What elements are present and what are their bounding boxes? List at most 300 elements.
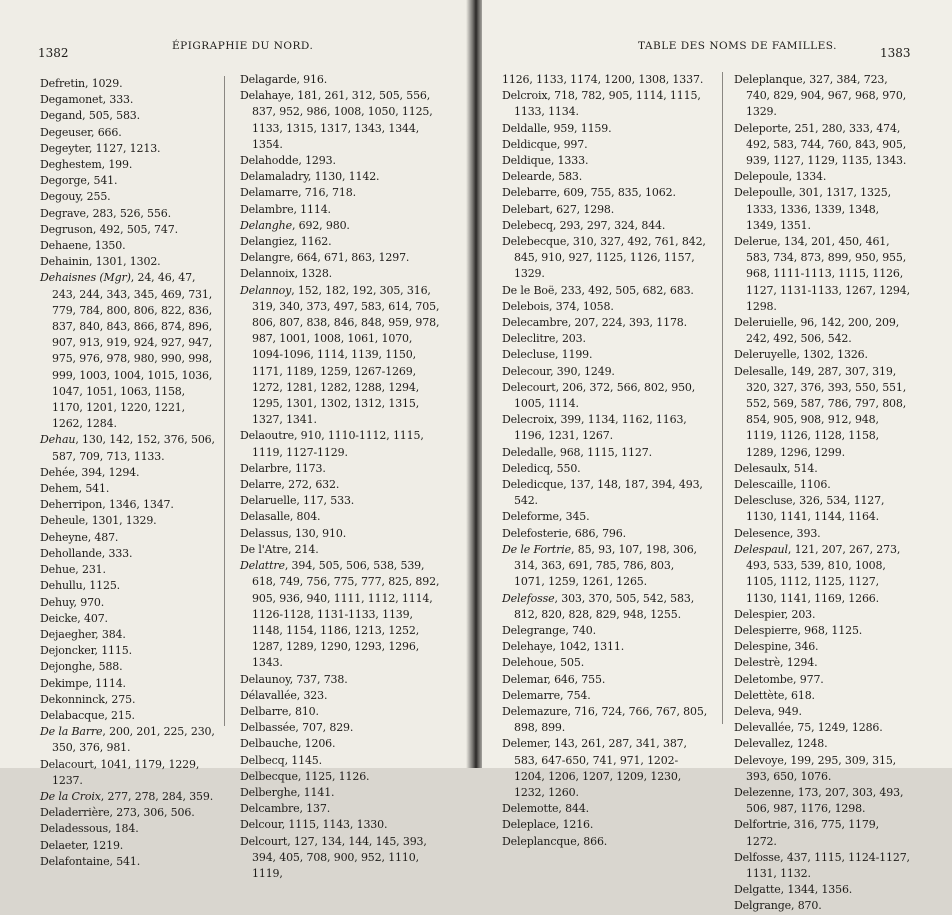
entry-refs: 716, 724, 766, 767, 805, 898, 899.: [514, 704, 708, 735]
family-name: Dehollande: [40, 546, 102, 560]
family-name: Delafontaine: [40, 854, 110, 868]
family-name: Deletombe: [734, 672, 794, 686]
separator: ,: [554, 348, 562, 362]
separator: ,: [784, 607, 792, 621]
separator: ,: [565, 623, 573, 637]
index-entry: [40, 465, 218, 481]
index-entry: [502, 347, 708, 363]
family-name: Delaunoy: [240, 672, 290, 686]
index-entry: [734, 234, 910, 315]
family-name: Deladessous: [40, 822, 108, 836]
index-entry: [502, 817, 708, 833]
index-entry: [502, 412, 708, 444]
index-entry: [502, 283, 708, 299]
family-name: Dejonghe: [40, 660, 92, 674]
family-name: Degorge: [40, 174, 87, 188]
index-entry: [40, 805, 218, 821]
index-entry: [734, 461, 910, 477]
separator: ,: [792, 186, 799, 200]
family-name: Délavallée: [240, 688, 297, 702]
index-entry: [240, 250, 444, 266]
separator: ,: [771, 704, 778, 718]
separator: ,: [787, 121, 795, 135]
separator: ,: [789, 526, 797, 540]
separator: ,: [294, 267, 302, 281]
separator: ,: [100, 789, 108, 803]
entry-refs: 1350.: [94, 239, 126, 253]
entry-refs: 1029.: [91, 77, 123, 90]
entry-refs: 199.: [108, 158, 133, 172]
family-name: Delacourt: [40, 757, 94, 771]
index-entry: [40, 513, 218, 529]
entry-refs: 1301, 1329.: [91, 514, 157, 528]
separator: ,: [791, 899, 798, 913]
entry-refs: 1041, 1179, 1229, 1237.: [52, 757, 200, 787]
entry-refs: 1115, 1143, 1330.: [288, 818, 388, 832]
separator: ,: [552, 640, 560, 654]
entry-refs: 1293.: [305, 154, 336, 168]
left-page: [0, 0, 470, 880]
index-entry: [240, 283, 444, 429]
index-entry: [502, 153, 708, 169]
index-entry: [240, 769, 444, 785]
entry-refs: 541.: [93, 174, 118, 188]
family-name: Delfortrie: [734, 818, 788, 832]
family-name: De la Croix: [40, 789, 101, 803]
family-name: Delahodde: [240, 154, 299, 168]
separator: ,: [780, 883, 788, 897]
separator: ,: [788, 170, 796, 184]
family-name: Deledicq: [502, 461, 550, 475]
separator: ,: [104, 708, 112, 722]
separator: ,: [777, 235, 784, 249]
separator: ,: [75, 433, 83, 447]
separator: ,: [293, 429, 301, 443]
family-name: Deldicque: [502, 137, 557, 151]
entry-refs: 316, 775, 1179, 1272.: [746, 818, 879, 848]
index-entry: [40, 595, 218, 611]
entry-refs: 1346, 1347.: [108, 498, 174, 512]
family-name: Degouy: [40, 190, 80, 204]
separator: ,: [553, 656, 561, 670]
index-entry: [40, 627, 218, 643]
separator: ,: [296, 73, 304, 86]
separator: ,: [298, 186, 305, 200]
index-entry: [40, 676, 218, 692]
separator: ,: [566, 235, 573, 249]
separator: ,: [73, 595, 81, 609]
entry-refs: 251, 280, 333, 474, 492, 583, 744, 760, 843, 905, 939, 1127, 1129, 1135, 1343.: [746, 121, 907, 168]
index-entry: [502, 234, 708, 283]
index-entry: [734, 526, 910, 542]
entry-refs: 692, 980.: [298, 218, 350, 232]
index-entry: [40, 724, 218, 756]
entry-refs: 215.: [111, 708, 135, 722]
entry-refs: 1126, 1133, 1174, 1200, 1308, 1337.: [502, 73, 704, 86]
family-name: Delattre: [240, 559, 285, 573]
separator: ,: [793, 478, 800, 492]
entry-refs: 810.: [294, 704, 319, 718]
family-name: Delescluse: [734, 494, 793, 508]
index-entry: [734, 493, 910, 525]
index-entry: [502, 591, 708, 623]
entry-refs: 173, 207, 303, 493, 506, 987, 1176, 1298.: [746, 785, 904, 816]
entry-refs: 117, 533.: [303, 494, 355, 508]
entry-refs: 384.: [101, 627, 126, 641]
entry-refs: 1042, 1311.: [559, 640, 625, 654]
entry-refs: 345.: [565, 510, 590, 524]
family-name: Delemazure: [502, 704, 568, 718]
separator: ,: [555, 332, 562, 346]
index-entry: [734, 882, 910, 898]
family-name: Delecluse: [502, 348, 555, 362]
family-name: Deleva: [734, 704, 772, 718]
entry-refs: 1344, 1356.: [787, 883, 853, 897]
page-number: 1383: [880, 46, 911, 60]
separator: ,: [551, 170, 559, 184]
entry-refs: 514.: [793, 461, 818, 475]
entry-refs: 737, 738.: [296, 672, 348, 686]
separator: ,: [789, 737, 797, 751]
entry-refs: 134, 201, 450, 461, 583, 734, 873, 899, 950, 955, 968, 1111-1113, 1115, 1126, 1127, 1131-1133, 1267, 1294, 1298.: [746, 235, 910, 313]
entry-refs: 970.: [80, 595, 105, 609]
index-entry: [734, 72, 910, 121]
index-entry: [40, 578, 218, 594]
entry-refs: 1301, 1302.: [95, 255, 161, 269]
family-name: Delbarre: [240, 704, 289, 718]
entry-refs: 686, 796.: [574, 526, 626, 540]
family-name: Delemotte: [502, 802, 559, 816]
entry-refs: 333.: [108, 546, 133, 560]
family-name: Delecroix: [502, 413, 554, 427]
index-entry: [240, 493, 444, 509]
family-name: Delebecque: [502, 235, 567, 249]
index-entry: [240, 477, 444, 493]
entry-refs: 1248.: [796, 737, 828, 751]
family-name: Delassus: [240, 526, 289, 540]
entry-refs: 505.: [560, 656, 585, 670]
separator: ,: [90, 125, 98, 139]
entry-refs: 1216.: [562, 818, 594, 832]
separator: ,: [787, 542, 795, 556]
separator: ,: [796, 348, 804, 362]
separator: ,: [290, 251, 297, 265]
entry-refs: 127, 134, 144, 145, 393, 394, 405, 708, 900, 952, 1110, 1119,: [252, 834, 427, 880]
family-name: Delgatte: [734, 883, 781, 897]
index-entry: [502, 137, 708, 153]
separator: ,: [290, 89, 298, 103]
entry-refs: 333.: [109, 93, 134, 107]
separator: ,: [554, 283, 561, 297]
entry-refs: 130, 142, 152, 376, 506, 587, 709, 713, 1133.: [52, 433, 215, 463]
running-header: ÉPIGRAPHIE DU NORD.: [172, 40, 314, 52]
index-entry: [734, 753, 910, 785]
family-name: Delecour: [502, 364, 551, 378]
entry-refs: 130, 910.: [294, 526, 347, 540]
family-name: Delcambre: [240, 802, 300, 816]
entry-refs: 716, 718.: [304, 186, 356, 200]
index-entry: [40, 238, 218, 254]
family-name: Delesence: [734, 526, 790, 540]
entry-refs: 346.: [794, 640, 819, 654]
entry-refs: 492, 505, 747.: [99, 222, 178, 236]
family-name: Delebarre: [502, 186, 557, 200]
family-name: Degand: [40, 109, 83, 123]
index-entry: [40, 546, 218, 562]
index-entry: [240, 817, 444, 833]
family-name: Dehainin: [40, 255, 89, 269]
family-name: Deleforme: [502, 510, 559, 524]
entry-refs: 910, 1110-1112, 1115, 1119, 1127-1129.: [252, 429, 424, 459]
separator: ,: [296, 688, 304, 702]
family-name: Dehau: [40, 433, 76, 447]
family-name: Delebecq: [502, 218, 553, 232]
entry-refs: 275.: [111, 692, 136, 706]
family-name: Delezenne: [734, 785, 791, 799]
separator: ,: [287, 542, 295, 556]
index-entry: [502, 461, 708, 477]
index-entry: [502, 169, 708, 185]
separator: ,: [797, 623, 805, 637]
index-entry: [40, 708, 218, 724]
family-name: Deleplancque: [502, 834, 577, 848]
index-entry: [40, 76, 218, 92]
entry-refs: 583.: [558, 170, 583, 184]
index-entry: [502, 736, 708, 801]
entry-refs: 1219.: [92, 838, 124, 852]
entry-refs: 277, 278, 284, 359.: [107, 789, 214, 803]
index-entry: [40, 821, 218, 837]
family-name: Deheyne: [40, 530, 88, 544]
index-entry: [502, 672, 708, 688]
index-entry: [502, 88, 708, 120]
separator: ,: [281, 478, 289, 492]
family-name: Delberghe: [240, 785, 297, 799]
separator: ,: [780, 850, 787, 864]
separator: ,: [87, 530, 95, 544]
separator: ,: [102, 93, 110, 107]
family-name: Delaruelle: [240, 494, 297, 508]
separator: ,: [792, 494, 800, 508]
family-name: Delaoutre: [240, 429, 294, 443]
index-entry: [502, 121, 708, 137]
index-entry: [734, 639, 910, 655]
index-entry: [240, 736, 444, 752]
index-entry: [502, 655, 708, 671]
index-entry: [240, 153, 444, 169]
separator: ,: [791, 785, 798, 799]
family-name: Delagarde: [240, 73, 297, 86]
family-name: Delehaye: [502, 640, 553, 654]
index-entry: [40, 838, 218, 854]
index-entry: [240, 720, 444, 736]
entry-refs: 1206.: [304, 737, 336, 751]
separator: ,: [77, 611, 84, 625]
family-name: Dehaisnes (Mgr): [40, 271, 131, 285]
entry-refs: 390, 1249.: [556, 364, 615, 378]
entry-refs: 1162.: [300, 235, 332, 249]
separator: ,: [88, 676, 96, 690]
entry-refs: 646, 755.: [554, 672, 606, 686]
index-entry: [502, 185, 708, 201]
entry-refs: 203.: [791, 607, 816, 621]
page-number: 1382: [38, 46, 69, 60]
index-entry: [240, 753, 444, 769]
entry-refs: 323.: [303, 688, 328, 702]
separator: ,: [86, 174, 94, 188]
index-entry: [502, 445, 708, 461]
family-name: Degruson: [40, 222, 93, 236]
index-entry: [240, 218, 444, 234]
family-name: Delesalle: [734, 364, 784, 378]
separator: ,: [784, 688, 791, 702]
separator: ,: [92, 222, 100, 236]
separator: ,: [547, 672, 555, 686]
separator: ,: [284, 753, 292, 767]
entry-refs: 977.: [799, 672, 824, 686]
family-name: Delbauche: [240, 737, 298, 751]
entry-refs: 399, 1134, 1162, 1163, 1196, 1231, 1267.: [514, 413, 687, 443]
family-name: Dehée: [40, 465, 75, 479]
separator: ,: [790, 721, 798, 735]
family-name: Delettète: [734, 688, 785, 702]
entry-refs: 1125.: [89, 579, 121, 593]
index-entry: [240, 509, 444, 525]
separator: ,: [284, 559, 292, 573]
separator: ,: [787, 818, 794, 832]
running-header: TABLE DES NOMS DE FAMILLES.: [638, 40, 837, 52]
entry-refs: 949.: [777, 704, 802, 718]
family-name: Delemer: [502, 737, 548, 751]
index-entry: [734, 169, 910, 185]
entry-refs: 1114.: [95, 676, 126, 690]
entry-refs: 149, 287, 307, 319, 320, 327, 376, 393, 550, 551, 552, 569, 587, 786, 797, 808, 854, 905, 908, 912, 948, 1119, 1126, 1128, 1158, 1289, 1296, 1299.: [746, 364, 907, 459]
separator: ,: [547, 737, 555, 751]
entry-refs: 968, 1115, 1127.: [559, 445, 652, 459]
family-name: Dejoncker: [40, 644, 95, 658]
index-entry: [502, 639, 708, 655]
index-entry: [502, 477, 708, 509]
separator: ,: [93, 757, 101, 771]
index-entry: [502, 801, 708, 817]
entry-refs: 233, 492, 505, 682, 683.: [560, 283, 694, 297]
separator: ,: [295, 721, 303, 735]
index-entry: [40, 189, 218, 205]
separator: ,: [74, 465, 82, 479]
separator: ,: [556, 186, 564, 200]
family-name: Delehoue: [502, 656, 554, 670]
index-column: [502, 72, 708, 850]
entry-refs: 152, 182, 192, 305, 316, 319, 340, 373, 497, 583, 614, 705, 806, 807, 838, 846, 848, 959, 978, 987, 1001, 1008, 1061, 1070, 1094-1096, 1114, 1139, 1150, 1171, 1189, 1259, 1267-1269, 1272, 1281, 1282, 1288, 1294, 1295, 1301, 1302, 1312, 1315, 1327, 1341.: [252, 283, 440, 427]
index-entry: [40, 173, 218, 189]
column-divider: [224, 76, 225, 726]
family-name: Delahaye: [240, 89, 291, 103]
entry-refs: 143, 261, 287, 341, 387, 583, 647-650, 741, 971, 1202-1204, 1206, 1207, 1209, 1230, 1232, 1260.: [514, 737, 687, 799]
entry-refs: 207, 224, 393, 1178.: [574, 316, 687, 330]
separator: ,: [91, 660, 99, 674]
index-entry: [40, 854, 218, 870]
separator: ,: [82, 109, 89, 123]
separator: ,: [298, 154, 306, 168]
separator: ,: [780, 656, 787, 670]
entry-refs: 754.: [566, 688, 591, 702]
separator: ,: [297, 737, 305, 751]
entry-refs: 200, 201, 225, 230, 350, 376, 981.: [52, 725, 215, 755]
index-entry: [734, 817, 910, 849]
index-column: [240, 72, 444, 882]
separator: ,: [101, 546, 109, 560]
family-name: Delestrè: [734, 656, 780, 670]
index-entry: [240, 169, 444, 185]
index-entry: [502, 526, 708, 542]
family-name: Delevallez: [734, 737, 790, 751]
entry-refs: 997.: [563, 137, 588, 151]
separator: ,: [555, 818, 563, 832]
index-column: [734, 72, 910, 915]
separator: ,: [85, 206, 93, 220]
separator: ,: [571, 542, 578, 556]
separator: ,: [296, 494, 304, 508]
family-name: Deicke: [40, 611, 78, 625]
family-name: Delambre: [240, 202, 294, 216]
entry-refs: 393.: [796, 526, 821, 540]
separator: ,: [288, 526, 295, 540]
index-entry: [734, 688, 910, 704]
index-entry: [40, 562, 218, 578]
separator: ,: [297, 769, 305, 783]
entry-refs: 740.: [572, 623, 596, 637]
family-name: Delebart: [502, 202, 550, 216]
index-entry: [502, 688, 708, 704]
index-entry: [502, 331, 708, 347]
entry-refs: 664, 671, 863, 1297.: [296, 251, 410, 265]
entry-refs: 394, 505, 506, 538, 539, 618, 749, 756, 775, 777, 825, 892, 905, 936, 940, 1111, 1112, 1114, 1126-1128, 1131-1133, 1139, 1148, 1154, 1186, 1213, 1252, 1287, 1289, 1290, 1293, 1296, 1343.: [252, 559, 440, 670]
family-name: Delbassée: [240, 721, 296, 735]
entry-refs: 588.: [98, 660, 123, 674]
entry-refs: 121, 207, 267, 273, 493, 533, 539, 810, 1008, 1105, 1112, 1125, 1127, 1130, 1141, 1169, 1266.: [746, 542, 901, 605]
index-entry: [734, 364, 910, 461]
index-entry: [240, 785, 444, 801]
entry-refs: 75, 1249, 1286.: [797, 721, 883, 735]
entry-refs: 283, 526, 556.: [92, 206, 171, 220]
separator: ,: [793, 672, 800, 686]
separator: ,: [88, 239, 95, 253]
index-entry: [734, 121, 910, 170]
family-name: De l'Atre: [240, 542, 288, 556]
separator: ,: [78, 482, 86, 496]
entry-refs: 199, 295, 309, 315, 393, 650, 1076.: [746, 753, 897, 783]
index-entry: [734, 704, 910, 720]
separator: ,: [88, 141, 96, 155]
entry-refs: 487.: [94, 530, 119, 544]
separator: ,: [299, 802, 307, 816]
separator: ,: [576, 834, 584, 848]
family-name: Delcour: [240, 818, 282, 832]
index-entry: [502, 299, 708, 315]
separator: ,: [802, 73, 810, 86]
family-name: Dekonninck: [40, 692, 105, 706]
index-entry: [40, 270, 218, 432]
family-name: Dejaegher: [40, 627, 96, 641]
family-name: Degrave: [40, 206, 86, 220]
entry-refs: 206, 372, 566, 802, 950, 1005, 1114.: [514, 380, 696, 411]
entry-refs: 1173.: [294, 461, 326, 475]
separator: ,: [558, 510, 566, 524]
entry-refs: 255.: [86, 190, 111, 204]
index-entry: [40, 157, 218, 173]
separator: ,: [293, 202, 301, 216]
family-name: Deherripon: [40, 498, 103, 512]
